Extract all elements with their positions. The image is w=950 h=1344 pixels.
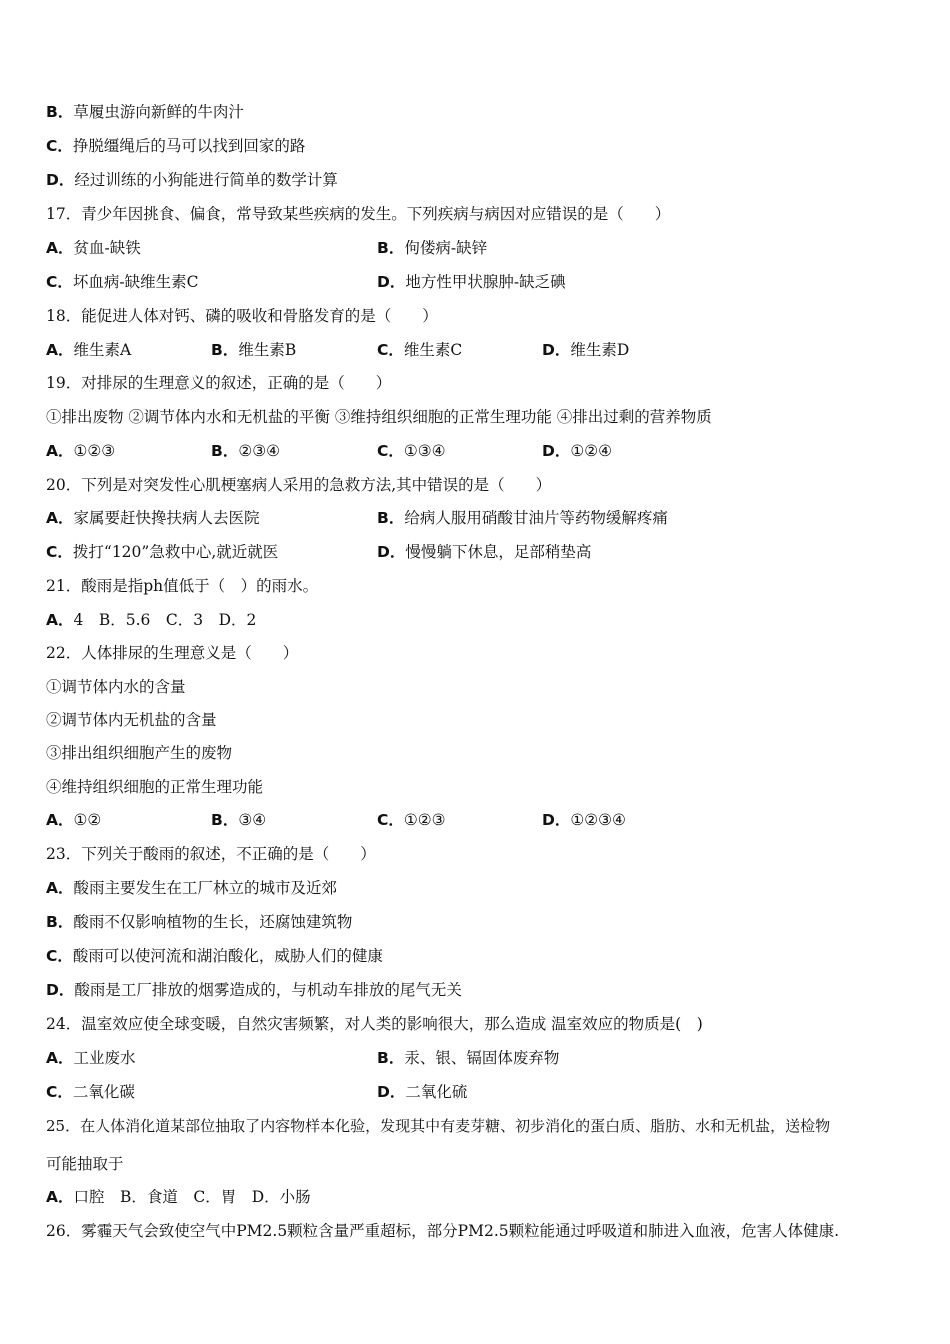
q21-options: A．4 B．5.6 C．3 D．2 <box>46 611 257 629</box>
q18-option-a: A．维生素A <box>46 341 132 359</box>
q25-stem-line-1: 25．在人体消化道某部位抽取了内容物样本化验，发现其中有麦芽糖、初步消化的蛋白质、脂肪、水和无机盐，送检物 <box>46 1117 831 1135</box>
q18-option-c: C．维生素C <box>377 341 463 359</box>
q22-option-a: A．①② <box>46 811 102 829</box>
q19-option-c: C．①③④ <box>377 442 446 460</box>
q19-stem: 19．对排尿的生理意义的叙述，正确的是（ ） <box>46 374 392 392</box>
q19-option-d: D．①②④ <box>542 442 613 460</box>
q23-option-d: D．酸雨是工厂排放的烟雾造成的，与机动车排放的尾气无关 <box>46 981 462 999</box>
q24-option-a: A．工业废水 <box>46 1049 136 1067</box>
q16-option-b: B．草履虫游向新鲜的牛肉汁 <box>46 103 244 121</box>
q25-options: A．口腔 B．食道 C．胃 D．小肠 <box>46 1188 311 1206</box>
q19-items: ①排出废物 ②调节体内水和无机盐的平衡 ③维持组织细胞的正常生理功能 ④排出过剩的营养物质 <box>46 408 712 426</box>
q23-option-a: A．酸雨主要发生在工厂林立的城市及近郊 <box>46 879 338 897</box>
q19-option-a: A．①②③ <box>46 442 116 460</box>
q24-option-c: C．二氧化碳 <box>46 1083 135 1101</box>
q19-option-b: B．②③④ <box>211 442 281 460</box>
q22-option-c: C．①②③ <box>377 811 446 829</box>
q23-stem: 23．下列关于酸雨的叙述，不正确的是（ ） <box>46 845 376 863</box>
q18-option-b: B．维生素B <box>211 341 297 359</box>
q17-option-c: C．坏血病-缺维生素C <box>46 273 199 291</box>
q22-item-3: ③排出组织细胞产生的废物 <box>46 744 233 762</box>
q20-option-b: B．给病人服用硝酸甘油片等药物缓解疼痛 <box>377 509 668 527</box>
q22-option-d: D．①②③④ <box>542 811 626 829</box>
q20-option-c: C．拨打“120”急救中心,就近就医 <box>46 543 279 561</box>
q17-stem: 17．青少年因挑食、偏食，常导致某些疾病的发生。下列疾病与病因对应错误的是（ ） <box>46 205 671 223</box>
q17-option-b: B．佝偻病-缺锌 <box>377 239 488 257</box>
q18-stem: 18．能促进人体对钙、磷的吸收和骨胳发育的是（ ） <box>46 307 438 325</box>
q22-item-2: ②调节体内无机盐的含量 <box>46 711 217 729</box>
q24-option-b: B．汞、银、镉固体废弃物 <box>377 1049 560 1067</box>
q20-option-d: D．慢慢躺下休息，足部稍垫高 <box>377 543 592 561</box>
q24-stem: 24．温室效应使全球变暖，自然灾害频繁，对人类的影响很大，那么造成 温室效应的物质是( ) <box>46 1015 703 1033</box>
q22-item-4: ④维持组织细胞的正常生理功能 <box>46 778 264 796</box>
q23-option-b: B．酸雨不仅影响植物的生长，还腐蚀建筑物 <box>46 913 353 931</box>
q22-option-b: B．③④ <box>211 811 267 829</box>
q16-option-c: C．挣脱缰绳后的马可以找到回家的路 <box>46 137 306 155</box>
q25-stem-line-2: 可能抽取于 <box>46 1155 124 1173</box>
q17-option-a: A．贫血-缺铁 <box>46 239 141 257</box>
q22-stem: 22．人体排尿的生理意义是（ ） <box>46 644 299 662</box>
q24-option-d: D．二氧化硫 <box>377 1083 468 1101</box>
q23-option-c: C．酸雨可以使河流和湖泊酸化，威胁人们的健康 <box>46 947 383 965</box>
q20-option-a: A．家属要赶快搀扶病人去医院 <box>46 509 260 527</box>
q21-stem: 21．酸雨是指ph值低于（ ）的雨水。 <box>46 577 319 595</box>
q26-stem: 26．雾霾天气会致使空气中PM2.5颗粒含量严重超标，部分PM2.5颗粒能通过呼吸道和肺进入血液，危害人体健康. <box>46 1222 840 1240</box>
q17-option-d: D．地方性甲状腺肿-缺乏碘 <box>377 273 566 291</box>
q22-item-1: ①调节体内水的含量 <box>46 678 186 696</box>
q18-option-d: D．维生素D <box>542 341 630 359</box>
q20-stem: 20．下列是对突发性心肌梗塞病人采用的急救方法,其中错误的是（ ） <box>46 476 552 494</box>
q16-option-d: D．经过训练的小狗能进行简单的数学计算 <box>46 171 338 189</box>
